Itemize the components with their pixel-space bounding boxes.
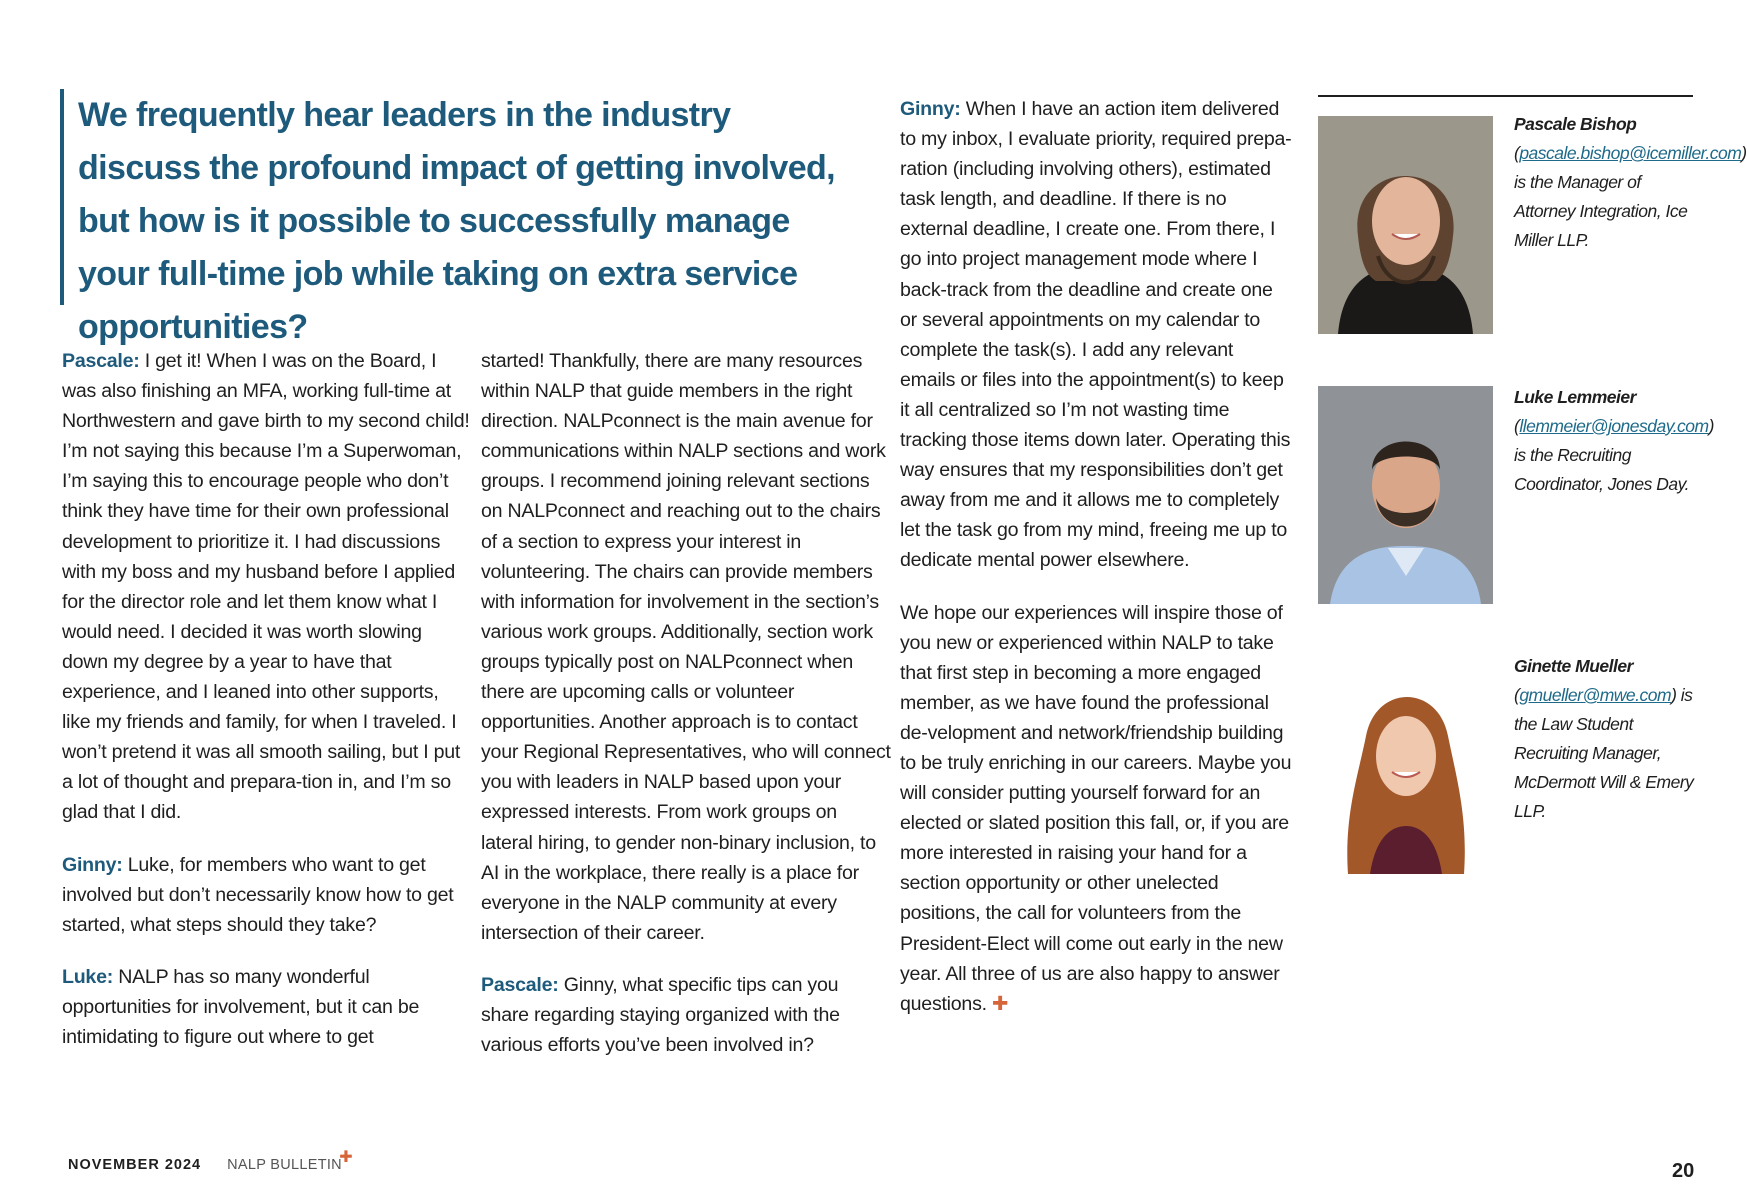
issue-date: NOVEMBER 2024 <box>68 1157 202 1173</box>
paragraph <box>62 962 472 1052</box>
bio-pascale-bishop: Pascale Bishop (pascale.bishop@icemiller.com) is the Manager of Attorney Integration, Ice Miller LLP. <box>1514 110 1699 255</box>
article-column-3 <box>900 94 1292 1041</box>
paragraph <box>900 94 1292 576</box>
page-footer <box>68 1149 353 1173</box>
headshot-luke-lemmeier <box>1318 386 1493 604</box>
bio-email-link[interactable]: pascale.bishop@icemiller.com <box>1519 143 1742 163</box>
paragraph-text: NALP has so many wonderful opportunities for involvement, but it can be intimidating to figure out where to get <box>62 965 420 1048</box>
plus-icon: ✚ <box>339 1149 353 1166</box>
article-column-1 <box>62 346 472 1074</box>
bio-name: Ginette Mueller <box>1514 656 1633 676</box>
bio-name: Luke Lemmeier <box>1514 387 1636 407</box>
bio-ginette-mueller: Ginette Mueller (gmueller@mwe.com) is the Law Student Recruiting Manager, McDermott Will & Emery LLP. <box>1514 652 1699 826</box>
publication-name-text: NALP BULLETIN <box>227 1157 342 1173</box>
paragraph-text: started! Thankfully, there are many resources within NALP that guide members in the right direction. NALPconnect is the main avenue for communications within NALP sections and work groups. I recommend joining relevant sections on NALPconnect and reaching out to the chairs of a section to express your interest in volunteering. The chairs can provide members with information for involvement in the section’s various work groups. Additionally, section work groups typically post on NALPconnect when there are upcoming calls or volunteer opportunities. Another approach is to contact your Regional Representatives, who will connect you with leaders in NALP based upon your expressed interests. From work groups on lateral hiring, to gender non-binary inclusion, to AI in the workplace, there really is a place for everyone in the NALP community at every intersection of their career. <box>481 350 891 944</box>
paragraph <box>481 346 891 948</box>
end-mark-icon: ✚ <box>992 992 1009 1015</box>
paragraph <box>481 970 891 1060</box>
paragraph-text: We hope our experiences will inspire those of you new or experienced within NALP to take that first step in becoming a more engaged member, as we have found the professional de-velopment and network/friendship building to be truly enriching in our careers. Maybe you will consider putting yourself forward for an elected or slated position this fall, or, if you are more interested in raising your hand for a section opportunity or other unelected positions, the call for volunteers from the President-Elect will come out early in the new year. All three of us are also happy to answer questions. <box>900 601 1292 1015</box>
bio-role: is the Recruiting Coordinator, Jones Day. <box>1514 445 1689 494</box>
bio-name: Pascale Bishop <box>1514 114 1637 134</box>
paragraph <box>62 346 472 828</box>
speaker-label: Ginny: <box>900 98 961 120</box>
headshot-ginette-mueller <box>1318 656 1493 874</box>
speaker-label: Ginny: <box>62 853 123 876</box>
speaker-label: Pascale: <box>62 350 140 372</box>
speaker-label: Luke: <box>62 965 114 988</box>
bio-role: is the Law Student Recruiting Manager, McDermott Will & Emery LLP. <box>1514 685 1694 821</box>
bio-role: is the Manager of Attorney Integration, Ice Miller LLP. <box>1514 172 1688 250</box>
pull-quote <box>60 89 850 346</box>
page-number: 20 <box>1672 1160 1695 1182</box>
article-column-2 <box>481 346 891 1082</box>
bio-luke-lemmeier: Luke Lemmeier (llemmeier@jonesday.com) is the Recruiting Coordinator, Jones Day. <box>1514 383 1699 499</box>
pull-quote-text: We frequently hear leaders in the industry discuss the profound impact of getting involved, but how is it possible to successfully manage your full-time job while taking on extra service opportunities? <box>78 96 836 346</box>
paragraph-text: When I have an action item delivered to my inbox, I evaluate priority, required prepa-ration (including involving others), estimated task length, and deadline. If there is no external deadline, I create one. From there, I go into project management mode where I back-track from the deadline and create one or several appointments on my calendar to complete the task(s). I add any relevant emails or files into the appointment(s) to keep it all centralized so I’m not wasting time tracking those items down later. Operating this way ensures that my responsibilities don’t get away from me and it allows me to completely let the task go from my mind, freeing me up to dedicate mental power elsewhere. <box>900 98 1292 572</box>
headshot-pascale-bishop <box>1318 116 1493 334</box>
publication-name <box>227 1149 353 1173</box>
paragraph-text: Luke, for members who want to get involved but don’t necessarily know how to get started, what steps should they take? <box>62 853 454 936</box>
paragraph <box>62 850 472 940</box>
bio-email-link[interactable]: llemmeier@jonesday.com <box>1519 416 1709 436</box>
paragraph-text: I get it! When I was on the Board, I was also finishing an MFA, working full-time at Northwestern and gave birth to my second child! I’m not saying this because I’m a Superwoman, I’m saying this to encourage people who don’t think they have time for their own professional development to prioritize it. I had discussions with my boss and my husband before I applied for the director role and let them know what I would need. I decided it was worth slowing down my degree by a year to have that experience, and I leaned into other supports, like my friends and family, for when I traveled. I won’t pretend it was all smooth sailing, but I put a lot of thought and prepara-tion in, and I’m so glad that I did. <box>62 350 470 824</box>
bio-email-link[interactable]: gmueller@mwe.com <box>1519 685 1672 705</box>
speaker-label: Pascale: <box>481 973 559 996</box>
sidebar-top-rule <box>1318 95 1693 97</box>
paragraph <box>900 598 1292 1019</box>
paragraph-text: Ginny, what specific tips can you share regarding staying organized with the various efforts you’ve been involved in? <box>481 973 840 1057</box>
